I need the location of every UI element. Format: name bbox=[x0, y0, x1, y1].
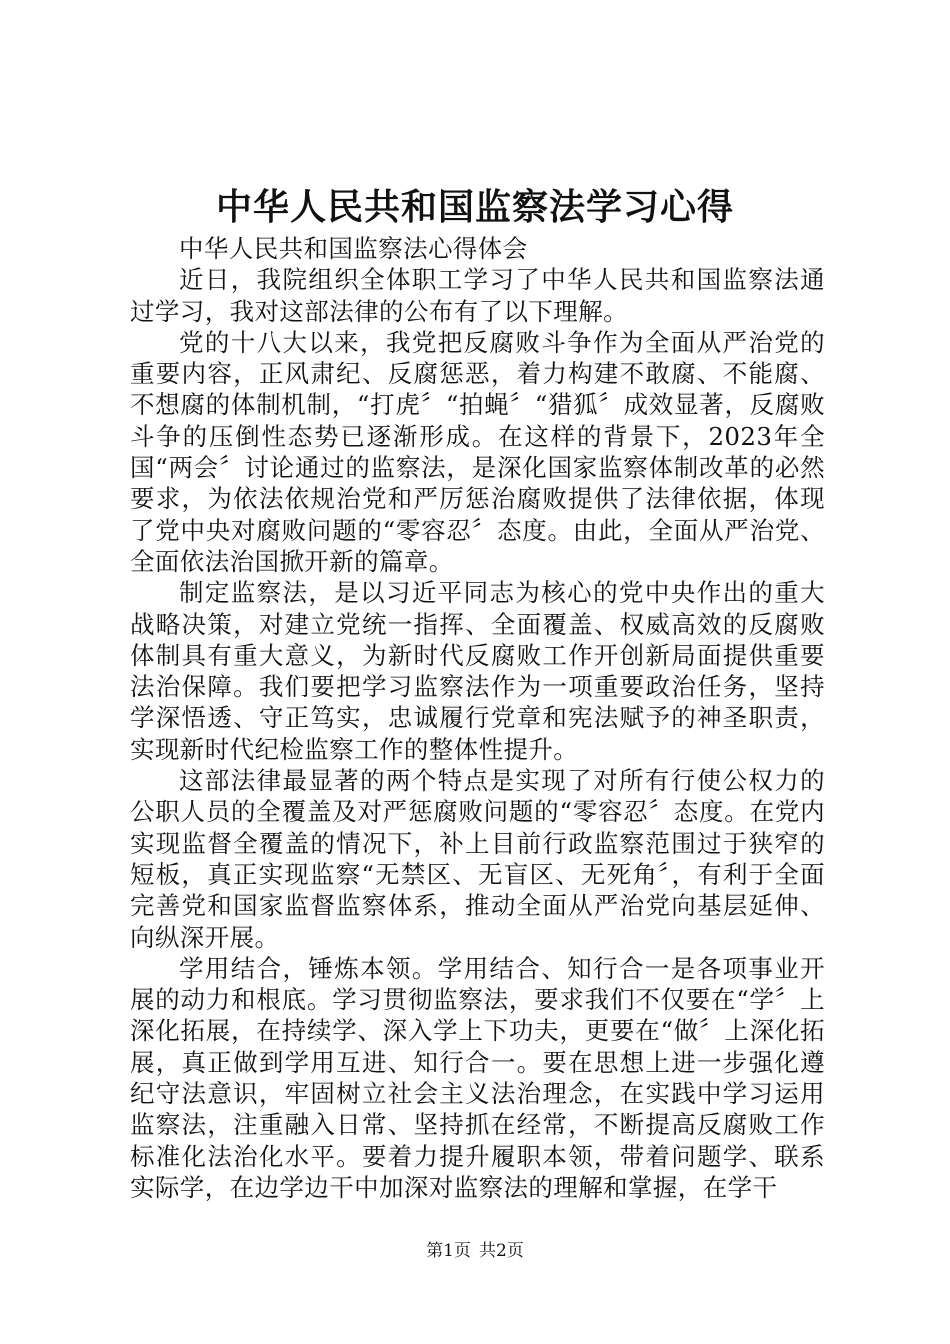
document-body bbox=[130, 233, 825, 1203]
page-number-total: 共2页 bbox=[479, 1241, 524, 1261]
paragraph: 党的十八大以来，我党把反腐败斗争作为全面从严治党的重要内容，正风肃纪、反腐惩恶，着力构建不敢腐、不能腐、不想腐的体制机制，“打虎〞“拍蝇〞“猎狐〞成效显著，反腐败斗争的压倒性态势已逐渐形成。在这样的背景下，2023年全国“两会〞讨论通过的监察法，是深化国家监察体制改革的必然要求，为依法依规治党和严厉惩治腐败提供了法律依据，体现了党中央对腐败问题的“零容忍〞态度。由此，全面从严治党、全面依法治国掀开新的篇章。 bbox=[130, 327, 825, 576]
page-footer bbox=[0, 1240, 950, 1262]
paragraph: 近日，我院组织全体职工学习了中华人民共和国监察法通过学习，我对这部法律的公布有了以下理解。 bbox=[130, 265, 825, 326]
page-number-current: 第1页 bbox=[426, 1241, 471, 1261]
paragraph: 学用结合，锤炼本领。学用结合、知行合一是各项事业开展的动力和根底。学习贯彻监察法，要求我们不仅要在“学〞上深化拓展，在持续学、深入学上下功夫，更要在“做〞上深化拓展，真正做到学用互进、知行合一。要在思想上进一步强化遵纪守法意识，牢固树立社会主义法治理念，在实践中学习运用监察法，注重融入日常、坚持抓在经常，不断提高反腐败工作标准化法治化水平。要着力提升履职本领，带着问题学、联系实际学，在边学边干中加深对监察法的理解和掌握，在学干 bbox=[130, 953, 825, 1202]
paragraph: 制定监察法，是以习近平同志为核心的党中央作出的重大战略决策，对建立党统一指挥、全面覆盖、权威高效的反腐败体制具有重大意义，为新时代反腐败工作开创新局面提供重要法治保障。我们要把学习监察法作为一项重要政治任务，坚持学深悟透、守正笃实，忠诚履行党章和宪法赋予的神圣职责，实现新时代纪检监察工作的整体性提升。 bbox=[130, 578, 825, 764]
paragraph: 这部法律最显著的两个特点是实现了对所有行使公权力的公职人员的全覆盖及对严惩腐败问题的“零容忍〞态度。在党内实现监督全覆盖的情况下，补上目前行政监察范围过于狭窄的短板，真正实现监察“无禁区、无盲区、无死角〞，有利于全面完善党和国家监督监察体系，推动全面从严治党向基层延伸、向纵深开展。 bbox=[130, 766, 825, 952]
page-title: 中华人民共和国监察法学习心得 bbox=[215, 186, 734, 228]
paragraph-subtitle: 中华人民共和国监察法心得体会 bbox=[179, 234, 528, 263]
